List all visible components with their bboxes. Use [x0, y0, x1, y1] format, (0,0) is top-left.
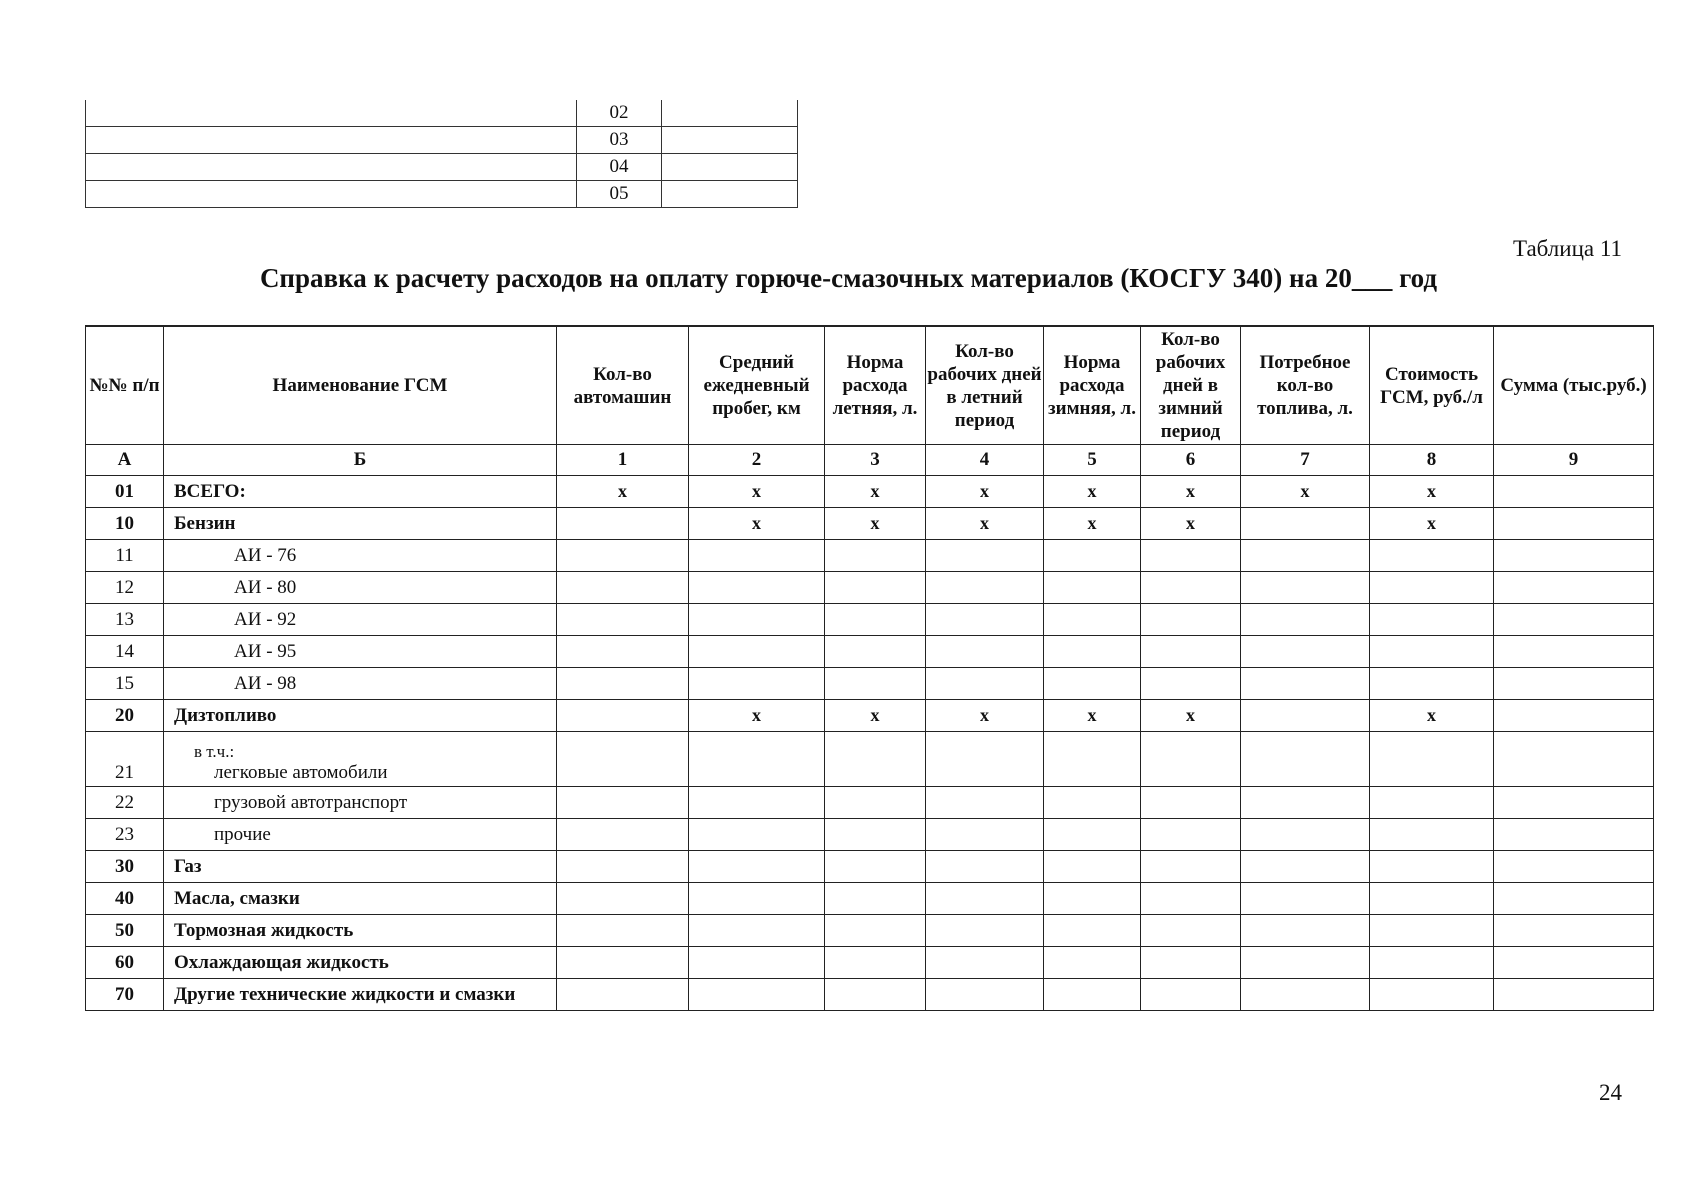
value-cell [1044, 915, 1141, 947]
value-cell [1494, 883, 1654, 915]
row-code: 03 [577, 127, 662, 154]
table-body [86, 476, 1654, 1011]
value-cell [1370, 540, 1494, 572]
table-row [86, 476, 1654, 508]
value-cell [689, 915, 825, 947]
not-applicable-mark: x [1370, 700, 1494, 732]
table-number: Таблица 11 [1512, 236, 1622, 261]
table-row [86, 979, 1654, 1011]
not-applicable-mark: x [926, 476, 1044, 508]
value-cell [1241, 915, 1370, 947]
value-cell [825, 636, 926, 668]
value-cell [1241, 851, 1370, 883]
row-code: 11 [86, 540, 164, 572]
row-code: 05 [577, 181, 662, 208]
value-cell [1494, 915, 1654, 947]
row-code: 40 [86, 883, 164, 915]
value-cell [1141, 732, 1241, 787]
row-code: 12 [86, 572, 164, 604]
table-row [86, 636, 1654, 668]
value-cell [689, 883, 825, 915]
row-name: ВСЕГО: [174, 480, 246, 502]
row-note: в т.ч.: [194, 742, 235, 761]
row-name: легковые автомобили [214, 762, 388, 783]
row-name: Другие технические жидкости и смазки [174, 983, 516, 1005]
column-header: Кол-во рабочих дней в летний период [926, 326, 1044, 445]
row-code: 22 [86, 787, 164, 819]
value-cell [1494, 947, 1654, 979]
column-header: Средний ежедневный пробег, км [689, 326, 825, 445]
value-cell [926, 851, 1044, 883]
value-cell [557, 732, 689, 787]
value-cell [689, 787, 825, 819]
value-cell [557, 700, 689, 732]
value-cell [1494, 700, 1654, 732]
row-name: Охлаждающая жидкость [174, 951, 389, 973]
row-name-cell [164, 668, 557, 700]
not-applicable-mark: x [825, 700, 926, 732]
value-cell [1044, 851, 1141, 883]
table-row [86, 732, 1654, 787]
value-cell [1141, 915, 1241, 947]
not-applicable-mark: x [1141, 700, 1241, 732]
not-applicable-mark: x [689, 508, 825, 540]
column-index: 3 [825, 445, 926, 476]
value-cell [689, 540, 825, 572]
value-cell [1044, 572, 1141, 604]
not-applicable-mark: x [825, 508, 926, 540]
value-cell [825, 883, 926, 915]
value-cell [1044, 540, 1141, 572]
table-row [86, 540, 1654, 572]
header-row [86, 326, 1654, 445]
value-cell [1241, 979, 1370, 1011]
value-cell [1241, 540, 1370, 572]
row-name: Газ [174, 855, 202, 877]
value-cell [1494, 787, 1654, 819]
table-row [86, 851, 1654, 883]
not-applicable-mark: x [926, 508, 1044, 540]
value-cell [825, 787, 926, 819]
row-code: 30 [86, 851, 164, 883]
column-index: 9 [1494, 445, 1654, 476]
value-cell [1370, 636, 1494, 668]
value-cell [689, 979, 825, 1011]
value-cell [1494, 572, 1654, 604]
value-cell [926, 636, 1044, 668]
value-cell [1241, 668, 1370, 700]
value-cell [926, 572, 1044, 604]
not-applicable-mark: x [1241, 476, 1370, 508]
column-index-row [86, 445, 1654, 476]
value-cell [1141, 979, 1241, 1011]
table-row [86, 100, 798, 127]
row-code: 20 [86, 700, 164, 732]
value-cell [1241, 700, 1370, 732]
value-cell [825, 668, 926, 700]
value-cell [689, 604, 825, 636]
value-cell [1370, 732, 1494, 787]
row-name: АИ - 95 [234, 640, 297, 662]
row-name: АИ - 76 [234, 544, 297, 566]
row-name-cell [164, 604, 557, 636]
row-code: 15 [86, 668, 164, 700]
row-name-cell [164, 572, 557, 604]
value-cell [1370, 572, 1494, 604]
value-cell [1494, 508, 1654, 540]
value-cell [557, 787, 689, 819]
value-cell [1141, 947, 1241, 979]
value-cell [689, 636, 825, 668]
value-cell [1241, 604, 1370, 636]
value-cell [1494, 476, 1654, 508]
column-header: Сумма (тыс.руб.) [1494, 326, 1654, 445]
value-cell [557, 819, 689, 851]
row-code: 70 [86, 979, 164, 1011]
row-name-cell [164, 476, 557, 508]
table-row [86, 883, 1654, 915]
value-cell [557, 636, 689, 668]
column-header: Норма расхода летняя, л. [825, 326, 926, 445]
value-cell [825, 915, 926, 947]
table-row [86, 668, 1654, 700]
column-index: 1 [557, 445, 689, 476]
value-cell [926, 947, 1044, 979]
row-code: 21 [86, 732, 164, 787]
column-index: 2 [689, 445, 825, 476]
value-cell [557, 604, 689, 636]
value-cell [1141, 787, 1241, 819]
value-cell [1494, 540, 1654, 572]
table-row [86, 947, 1654, 979]
table-row [86, 154, 798, 181]
column-index: 8 [1370, 445, 1494, 476]
value-cell [1370, 787, 1494, 819]
column-index: А [86, 445, 164, 476]
value-cell [557, 883, 689, 915]
table-row [86, 700, 1654, 732]
row-name-cell [164, 819, 557, 851]
row-code: 02 [577, 100, 662, 127]
value-cell [1044, 636, 1141, 668]
row-name-cell [164, 732, 557, 787]
not-applicable-mark: x [1141, 476, 1241, 508]
value-cell [1494, 851, 1654, 883]
value-cell [1370, 915, 1494, 947]
table-row [86, 572, 1654, 604]
row-code: 60 [86, 947, 164, 979]
row-name: грузовой автотранспорт [214, 791, 408, 813]
value-cell [926, 883, 1044, 915]
value-cell [1044, 979, 1141, 1011]
value-cell [1494, 668, 1654, 700]
not-applicable-mark: x [689, 476, 825, 508]
value-cell [1241, 572, 1370, 604]
value-cell [926, 732, 1044, 787]
column-index: 4 [926, 445, 1044, 476]
value-cell [926, 604, 1044, 636]
value-cell [1370, 851, 1494, 883]
value-cell [825, 819, 926, 851]
value-cell [1141, 851, 1241, 883]
table-row [86, 181, 798, 208]
row-name: Бензин [174, 512, 236, 534]
value-cell [1044, 819, 1141, 851]
row-code: 10 [86, 508, 164, 540]
value-cell [557, 851, 689, 883]
row-name-cell [164, 851, 557, 883]
value-cell [825, 947, 926, 979]
column-header: Кол-во рабочих дней в зимний период [1141, 326, 1241, 445]
row-name: Дизтопливо [174, 704, 277, 726]
value-cell [926, 979, 1044, 1011]
column-index: 7 [1241, 445, 1370, 476]
value-cell [1141, 883, 1241, 915]
not-applicable-mark: x [825, 476, 926, 508]
table-row [86, 127, 798, 154]
value-cell [1141, 819, 1241, 851]
table-row [86, 604, 1654, 636]
value-cell [825, 851, 926, 883]
row-name-cell [164, 787, 557, 819]
row-name-cell [164, 947, 557, 979]
row-name-cell [164, 915, 557, 947]
row-name-cell [164, 636, 557, 668]
value-cell [1241, 947, 1370, 979]
value-cell [1370, 668, 1494, 700]
row-code: 01 [86, 476, 164, 508]
value-cell [926, 819, 1044, 851]
row-code: 04 [577, 154, 662, 181]
value-cell [1494, 819, 1654, 851]
column-index: 6 [1141, 445, 1241, 476]
value-cell [557, 915, 689, 947]
value-cell [1141, 604, 1241, 636]
fuel-expense-table [85, 325, 1654, 1011]
row-name-cell [164, 540, 557, 572]
value-cell [1370, 604, 1494, 636]
table-row [86, 787, 1654, 819]
page-title: Справка к расчету расходов на оплату горюче-смазочных материалов (КОСГУ 340) на 20___ год [259, 263, 1438, 293]
value-cell [557, 947, 689, 979]
row-name: Тормозная жидкость [174, 919, 354, 941]
value-cell [557, 540, 689, 572]
value-cell [689, 947, 825, 979]
value-cell [926, 668, 1044, 700]
table-row [86, 819, 1654, 851]
column-header: №№ п/п [86, 326, 164, 445]
column-header: Потребное кол-во топлива, л. [1241, 326, 1370, 445]
value-cell [1241, 819, 1370, 851]
value-cell [1241, 787, 1370, 819]
column-index: 5 [1044, 445, 1141, 476]
value-cell [926, 915, 1044, 947]
value-cell [557, 668, 689, 700]
value-cell [1370, 979, 1494, 1011]
not-applicable-mark: x [1370, 508, 1494, 540]
value-cell [1494, 636, 1654, 668]
value-cell [1141, 572, 1241, 604]
not-applicable-mark: x [1044, 508, 1141, 540]
value-cell [1370, 819, 1494, 851]
value-cell [825, 540, 926, 572]
row-code: 23 [86, 819, 164, 851]
value-cell [1241, 883, 1370, 915]
value-cell [1044, 732, 1141, 787]
value-cell [1241, 732, 1370, 787]
value-cell [1044, 883, 1141, 915]
value-cell [1241, 636, 1370, 668]
not-applicable-mark: x [1141, 508, 1241, 540]
not-applicable-mark: x [1370, 476, 1494, 508]
column-header: Наименование ГСМ [164, 326, 557, 445]
row-code: 13 [86, 604, 164, 636]
row-code: 50 [86, 915, 164, 947]
value-cell [689, 572, 825, 604]
table-row [86, 508, 1654, 540]
row-name: АИ - 98 [234, 672, 297, 694]
value-cell [1141, 540, 1241, 572]
row-name-cell [164, 883, 557, 915]
value-cell [825, 732, 926, 787]
value-cell [557, 979, 689, 1011]
value-cell [557, 508, 689, 540]
value-cell [825, 979, 926, 1011]
row-name-cell [164, 700, 557, 732]
value-cell [1141, 668, 1241, 700]
value-cell [1494, 979, 1654, 1011]
column-header: Кол-во автомашин [557, 326, 689, 445]
table-row [86, 915, 1654, 947]
value-cell [1044, 668, 1141, 700]
value-cell [1370, 883, 1494, 915]
value-cell [689, 668, 825, 700]
value-cell [689, 732, 825, 787]
value-cell [557, 572, 689, 604]
value-cell [1494, 604, 1654, 636]
row-name: прочие [214, 823, 271, 845]
value-cell [689, 851, 825, 883]
page-number: 24 [1599, 1080, 1622, 1105]
column-header: Норма расхода зимняя, л. [1044, 326, 1141, 445]
value-cell [1044, 604, 1141, 636]
row-name-cell [164, 508, 557, 540]
column-index: Б [164, 445, 557, 476]
not-applicable-mark: x [926, 700, 1044, 732]
value-cell [1494, 732, 1654, 787]
not-applicable-mark: x [689, 700, 825, 732]
value-cell [1044, 787, 1141, 819]
value-cell [825, 572, 926, 604]
row-code: 14 [86, 636, 164, 668]
row-name-cell [164, 979, 557, 1011]
not-applicable-mark: x [557, 476, 689, 508]
not-applicable-mark: x [1044, 700, 1141, 732]
value-cell [689, 819, 825, 851]
value-cell [825, 604, 926, 636]
value-cell [1241, 508, 1370, 540]
value-cell [1044, 947, 1141, 979]
row-name: Масла, смазки [174, 887, 300, 909]
previous-table-fragment [85, 100, 798, 208]
value-cell [1370, 947, 1494, 979]
column-header: Стоимость ГСМ, руб./л [1370, 326, 1494, 445]
value-cell [926, 540, 1044, 572]
value-cell [926, 787, 1044, 819]
not-applicable-mark: x [1044, 476, 1141, 508]
value-cell [1141, 636, 1241, 668]
row-name: АИ - 92 [234, 608, 297, 630]
row-name: АИ - 80 [234, 576, 297, 598]
